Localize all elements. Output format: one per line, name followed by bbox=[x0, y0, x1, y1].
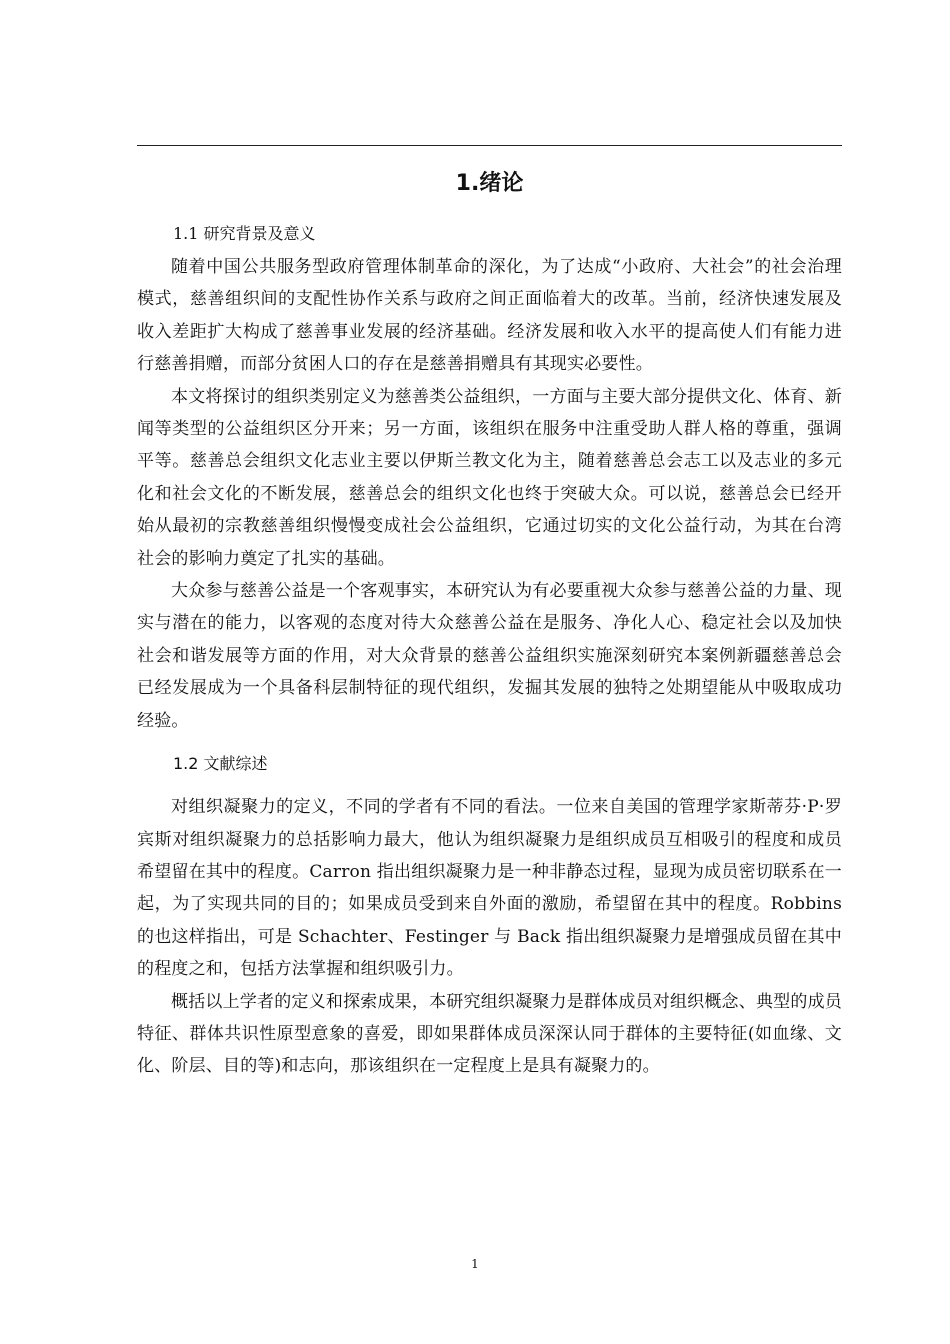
paragraph-1-1-b: 本文将探讨的组织类别定义为慈善类公益组织，一方面与主要大部分提供文化、体育、新闻等类型的公益组织区分开来；另一方面，该组织在服务中注重受助人群人格的尊重，强调平等。慈善总会组织文化志业主要以伊斯兰教文化为主，随着慈善总会志工以及志业的多元化和社会文化的不断发展，慈善总会的组织文化也终于突破大众。可以说，慈善总会已经开始从最初的宗教慈善组织慢慢变成社会公益组织，它通过切实的文化公益行动，为其在台湾社会的影响力奠定了扎实的基础。 bbox=[137, 386, 842, 569]
page-content bbox=[137, 165, 842, 1083]
chapter-title: 1.绪论 bbox=[455, 171, 524, 196]
paragraph-1-2-a: 对组织凝聚力的定义，不同的学者有不同的看法。一位来自美国的管理学家斯蒂芬·P·罗宾斯对组织凝聚力的总括影响力最大，他认为组织凝聚力是组织成员互相吸引的程度和成员希望留在其中的程度。Carron 指出组织凝聚力是一种非静态过程，显现为成员密切联系在一起，为了实现共同的目的；如果成员受到来自外面的激励，希望留在其中的程度。Robbins 的也这样指出，可是 Schachter、Festinger 与 Back 指出组织凝聚力是增强成员留在其中的程度之和，包括方法掌握和组织吸引力。 bbox=[137, 797, 842, 980]
section-title-1-1: 1.1 研究背景及意义 bbox=[173, 224, 316, 243]
section-title-1-2: 1.2 文献综述 bbox=[173, 754, 268, 774]
paragraph-1-2-b: 概括以上学者的定义和探索成果，本研究组织凝聚力是群体成员对组织概念、典型的成员特征、群体共识性原型意象的喜爱，即如果群体成员深深认同于群体的主要特征(如血缘、文化、阶层、目的等)和志向，那该组织在一定程度上是具有凝聚力的。 bbox=[137, 991, 842, 1077]
paragraph-1-1-a: 随着中国公共服务型政府管理体制革命的深化，为了达成“小政府、大社会”的社会治理模式，慈善组织间的支配性协作关系与政府之间正面临着大的改革。当前，经济快速发展及收入差距扩大构成了慈善事业发展的经济基础。经济发展和收入水平的提高使人们有能力进行慈善捐赠，而部分贫困人口的存在是慈善捐赠具有其现实必要性。 bbox=[137, 257, 842, 375]
header-rule bbox=[137, 145, 842, 146]
paragraph-1-1-c: 大众参与慈善公益是一个客观事实，本研究认为有必要重视大众参与慈善公益的力量、现实与潜在的能力，以客观的态度对待大众慈善公益在是服务、净化人心、稳定社会以及加快社会和谐发展等方面的作用，对大众背景的慈善公益组织实施深刻研究本案例新疆慈善总会已经发展成为一个具备科层制特征的现代组织，发掘其发展的独特之处期望能从中吸取成功经验。 bbox=[137, 581, 842, 731]
page-number: 1 bbox=[471, 1257, 479, 1271]
